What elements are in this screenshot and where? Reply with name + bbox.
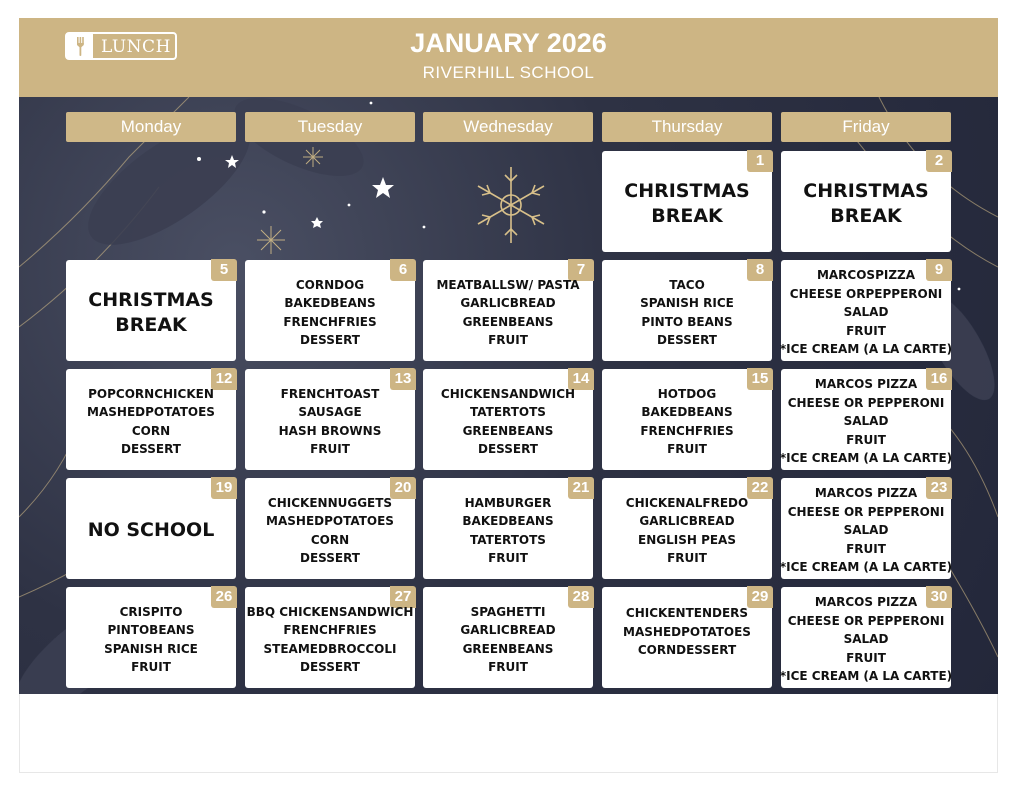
day-cell xyxy=(423,587,593,688)
menu-line: CHICKENNUGGETS xyxy=(267,495,393,510)
day-number: 22 xyxy=(747,477,773,499)
menu-line: STEAMEDBROCCOLI xyxy=(263,641,397,656)
day-number: 23 xyxy=(926,477,952,499)
menu-line: FRUIT xyxy=(846,432,886,447)
menu-line: MASHEDPOTATOES xyxy=(623,624,751,639)
day-number: 15 xyxy=(747,368,773,390)
day-cell xyxy=(66,478,236,579)
menu-line: FRUIT xyxy=(667,442,707,456)
day-number: 9 xyxy=(926,259,952,281)
day-cell xyxy=(781,151,951,252)
menu-line: ENGLISH PEAS xyxy=(638,532,736,547)
menu-line: MARCOS PIZZA xyxy=(814,595,918,610)
menu-line: FRUIT xyxy=(488,660,528,674)
menu-line: SPANISH RICE xyxy=(104,641,198,656)
menu-line: *ICE CREAM (A LA CARTE) xyxy=(779,342,953,357)
day-number: 1 xyxy=(747,150,773,172)
day-number: 16 xyxy=(926,368,952,390)
day-number: 21 xyxy=(568,477,594,499)
menu-line: SALAD xyxy=(843,632,889,647)
menu-line: SALAD xyxy=(843,523,889,538)
menu-line: *ICE CREAM (A LA CARTE) xyxy=(779,560,953,575)
day-number: 6 xyxy=(390,259,416,281)
school-name: RIVERHILL SCHOOL xyxy=(422,63,595,82)
day-cell xyxy=(781,369,951,470)
menu-line: CHICKENTENDERS xyxy=(625,606,749,620)
day-cell xyxy=(602,587,772,688)
menu-line: BAKEDBEANS xyxy=(284,296,376,310)
menu-line: POPCORNCHICKEN xyxy=(88,386,214,401)
day-number: 26 xyxy=(211,586,237,608)
menu-line: SALAD xyxy=(843,414,889,429)
day-number: 13 xyxy=(390,368,416,390)
menu-line: FRENCHTOAST xyxy=(280,386,380,401)
menu-line: GREENBEANS xyxy=(462,423,554,438)
menu-line: BREAK xyxy=(830,204,902,227)
day-cell xyxy=(602,369,772,470)
day-cell xyxy=(602,151,772,252)
snowflake-icon xyxy=(478,167,544,243)
menu-line: MARCOSPIZZA xyxy=(816,268,916,283)
menu-line: GREENBEANS xyxy=(462,641,554,656)
day-cell xyxy=(781,587,951,688)
weekday-wednesday: Wednesday xyxy=(423,112,593,142)
menu-line: MASHEDPOTATOES xyxy=(87,405,215,419)
menu-line: PINTOBEANS xyxy=(107,623,195,637)
menu-line: BBQ CHICKENSANDWICH xyxy=(246,604,414,619)
menu-line: FRENCHFRIES xyxy=(640,423,734,438)
menu-line: BAKEDBEANS xyxy=(641,405,733,419)
menu-line: DESSERT xyxy=(300,333,360,347)
menu-line: DESSERT xyxy=(121,442,181,456)
star-icon xyxy=(372,177,394,198)
menu-line: MASHEDPOTATOES xyxy=(266,514,394,528)
menu-line: DESSERT xyxy=(657,333,717,347)
menu-line: PINTO BEANS xyxy=(641,314,733,329)
menu-line: CHEESE OR PEPPERONI xyxy=(787,504,945,519)
day-number: 12 xyxy=(211,368,237,390)
menu-line: SPAGHETTI xyxy=(470,604,546,619)
weekday-friday: Friday xyxy=(781,112,951,142)
menu-line: GREENBEANS xyxy=(462,314,554,329)
menu-line: CHEESE ORPEPPERONI xyxy=(789,286,943,301)
day-cell xyxy=(423,369,593,470)
menu-line: CHEESE OR PEPPERONI xyxy=(787,395,945,410)
day-number: 8 xyxy=(747,259,773,281)
menu-line: HASH BROWNS xyxy=(278,423,382,438)
menu-line: DESSERT xyxy=(300,660,360,674)
day-cell xyxy=(66,369,236,470)
menu-line: CORNDESSERT xyxy=(637,643,737,657)
menu-line: SPANISH RICE xyxy=(640,296,734,310)
weekday-tuesday: Tuesday xyxy=(245,112,415,142)
day-cell xyxy=(602,260,772,361)
menu-line: SALAD xyxy=(843,305,889,320)
menu-line: MARCOS PIZZA xyxy=(814,377,918,392)
menu-line: FRENCHFRIES xyxy=(283,314,377,329)
menu-line: FRUIT xyxy=(488,333,528,347)
menu-line: DESSERT xyxy=(300,551,360,565)
menu-line: BREAK xyxy=(651,204,723,227)
day-cell xyxy=(245,369,415,470)
menu-line: CRISPITO xyxy=(119,604,183,619)
menu-line: HAMBURGER xyxy=(464,495,552,510)
menu-line: DESSERT xyxy=(478,442,538,456)
menu-line: FRUIT xyxy=(310,442,350,456)
day-cell xyxy=(245,587,415,688)
menu-line: GARLICBREAD xyxy=(460,623,556,637)
day-cell xyxy=(602,478,772,579)
menu-line: FRUIT xyxy=(846,323,886,338)
day-number: 28 xyxy=(568,586,594,608)
day-number: 20 xyxy=(390,477,416,499)
weekday-thursday: Thursday xyxy=(602,112,772,142)
menu-line: GARLICBREAD xyxy=(639,514,735,528)
menu-line: CHICKENSANDWICH xyxy=(440,386,576,401)
menu-line: FRUIT xyxy=(846,541,886,556)
menu-line: CORNDOG xyxy=(295,277,365,292)
menu-line: *ICE CREAM (A LA CARTE) xyxy=(779,669,953,684)
menu-line: BAKEDBEANS xyxy=(462,514,554,528)
day-number: 27 xyxy=(390,586,416,608)
menu-line: FRUIT xyxy=(488,551,528,565)
menu-line: CHEESE OR PEPPERONI xyxy=(787,613,945,628)
day-cell xyxy=(781,478,951,579)
menu-line: FRUIT xyxy=(667,551,707,565)
menu-line: TACO xyxy=(669,277,705,292)
weekday-monday: Monday xyxy=(66,112,236,142)
menu-line: BREAK xyxy=(115,313,187,336)
lunch-label: LUNCH xyxy=(101,37,171,57)
menu-line: CHRISTMAS xyxy=(803,179,929,202)
day-number: 29 xyxy=(747,586,773,608)
menu-line: *ICE CREAM (A LA CARTE) xyxy=(779,451,953,466)
menu-line: CORN xyxy=(131,423,171,438)
day-number: 14 xyxy=(568,368,594,390)
day-number: 7 xyxy=(568,259,594,281)
menu-line: MARCOS PIZZA xyxy=(814,486,918,501)
menu-line: SAUSAGE xyxy=(298,405,362,419)
day-cell xyxy=(245,478,415,579)
day-cell xyxy=(781,260,951,361)
day-number: 30 xyxy=(926,586,952,608)
menu-line: CORN xyxy=(310,532,350,547)
menu-line: MEATBALLSW/ PASTA xyxy=(436,277,580,292)
day-cell xyxy=(245,260,415,361)
day-cell xyxy=(66,260,236,361)
menu-line: FRENCHFRIES xyxy=(283,623,377,637)
menu-line: FRUIT xyxy=(846,650,886,665)
day-cell xyxy=(66,587,236,688)
menu-line: HOTDOG xyxy=(657,386,717,401)
menu-line: CHICKENALFREDO xyxy=(625,495,749,510)
day-cell xyxy=(423,260,593,361)
day-number: 19 xyxy=(211,477,237,499)
menu-line: GARLICBREAD xyxy=(460,296,556,310)
menu-line: NO SCHOOL xyxy=(87,519,215,541)
day-number: 5 xyxy=(211,259,237,281)
menu-line: FRUIT xyxy=(131,660,171,674)
day-number: 2 xyxy=(926,150,952,172)
day-cell xyxy=(423,478,593,579)
calendar-title: JANUARY 2026 xyxy=(410,28,607,58)
menu-line: TATERTOTS xyxy=(470,405,546,419)
calendar-board xyxy=(19,97,998,694)
calendar-header xyxy=(19,18,998,97)
menu-line: CHRISTMAS xyxy=(88,288,214,311)
menu-line: TATERTOTS xyxy=(470,532,546,547)
menu-line: CHRISTMAS xyxy=(624,179,750,202)
